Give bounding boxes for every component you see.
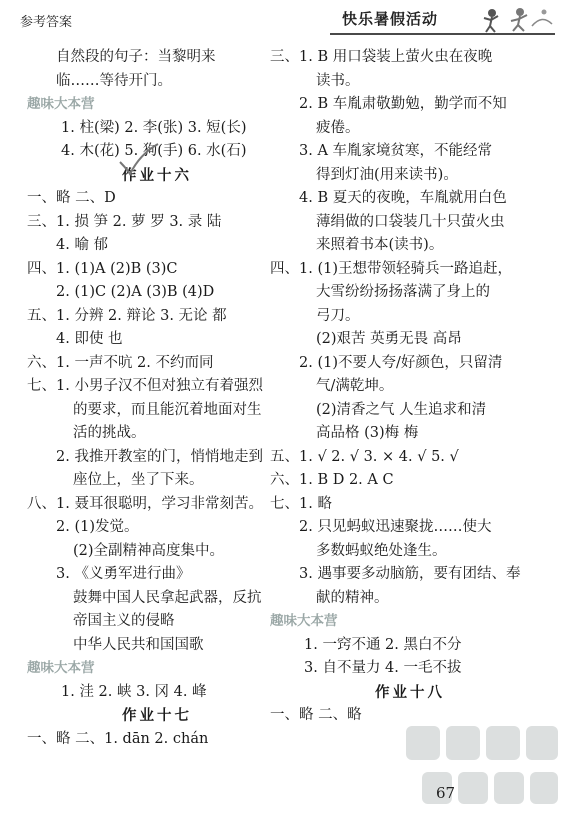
answer-line: 七、1. 略 <box>270 495 332 512</box>
answer-line: 一、略 二、1. dān 2. chán <box>27 730 209 747</box>
answer-line: 1. 洼 2. 峡 3. 冈 4. 峰 <box>61 683 207 700</box>
page-number: 67 <box>436 784 456 802</box>
answer-line: 多数蚂蚁绝处逢生。 <box>316 542 447 559</box>
answer-line: 大雪纷纷扬扬落满了身上的 <box>316 284 490 300</box>
tick-mark-icon <box>112 140 162 180</box>
answer-line: 1. 一窍不通 2. 黑白不分 <box>304 636 462 653</box>
answer-line: 一、略 二、略 <box>270 707 362 723</box>
answer-line: (2)清香之气 人生追求和清 <box>316 401 487 418</box>
answer-line: 五、1. 分辨 2. 辩论 3. 无论 都 <box>27 307 227 324</box>
answer-line: 八、1. 聂耳很聪明，学习非常刻苦。 <box>27 495 263 512</box>
answer-line: 七、1. 小男子汉不但对独立有着强烈 <box>27 378 263 394</box>
answer-line: 2. 只见蚂蚁迅速聚拢……使大 <box>299 519 492 535</box>
answer-line: 活的挑战。 <box>73 425 146 441</box>
answer-line: 4. B 夏天的夜晚，车胤就用白色 <box>299 190 507 206</box>
assignment-title: 作业十八 <box>375 683 445 701</box>
answer-line: 2. (1)不要人夸/好颜色，只留清 <box>299 354 503 371</box>
answer-line: 4. 木(花) 5. 狗(手) 6. 水(石) <box>61 143 247 159</box>
answer-line: 1. 柱(梁) 2. 李(张) 3. 短(长) <box>61 119 247 136</box>
answer-line: 的要求，而且能沉着地面对生 <box>73 401 262 418</box>
answer-line: 座位上，坐了下来。 <box>73 472 204 488</box>
section-heading: 趣味大本营 <box>270 613 338 629</box>
assignment-title: 作业十六 <box>122 166 192 184</box>
answer-line: 帝国主义的侵略 <box>73 613 175 629</box>
answer-line: 3. A 车胤家境贫寒，不能经常 <box>299 143 493 159</box>
answer-line: 来照着书本(读书)。 <box>316 237 444 253</box>
answer-line: 得到灯油(用来读书)。 <box>316 166 458 183</box>
answer-line: 薄绢做的口袋装几十只萤火虫 <box>316 213 505 230</box>
right-column <box>270 46 550 728</box>
assignment-title: 作业十七 <box>122 707 192 724</box>
answer-line: 自然段的句子：当黎明来 <box>56 49 216 65</box>
answer-line: 2. (1)发觉。 <box>56 519 139 535</box>
answer-line: 三、1. B 用口袋装上萤火虫在夜晚 <box>270 49 493 65</box>
answer-line: 临……等待开门。 <box>56 72 172 89</box>
answer-line: (2)全副精神高度集中。 <box>73 542 225 559</box>
header-banner <box>330 6 555 36</box>
answer-line: 鼓舞中国人民拿起武器，反抗 <box>73 589 262 606</box>
answer-line: 中华人民共和国国歌 <box>73 636 204 653</box>
page-header <box>0 0 565 38</box>
header-rule <box>330 33 555 35</box>
answer-line: 气/满乾坤。 <box>316 378 394 394</box>
answer-line: 六、1. 一声不吭 2. 不约而同 <box>27 354 214 371</box>
answer-line: 三、1. 损 笋 2. 萝 罗 3. 录 陆 <box>27 213 222 230</box>
answer-line: 一、略 二、D <box>27 190 116 206</box>
answer-line: 3. 自不量力 4. 一毛不拔 <box>304 660 462 676</box>
answer-line: 3. 《义勇军进行曲》 <box>56 566 191 582</box>
section-heading: 趣味大本营 <box>27 660 95 676</box>
answer-line: 四、1. (1)王想带领轻骑兵一路追赶， <box>270 260 512 277</box>
answer-line: (2)艰苦 英勇无畏 高昂 <box>316 331 462 347</box>
answer-line: 4. 即使 也 <box>56 331 123 347</box>
answer-line: 六、1. B D 2. A C <box>270 472 394 488</box>
answer-line: 4. 喻 郁 <box>56 237 109 253</box>
answer-line: 高品格 (3)梅 梅 <box>316 425 419 441</box>
answer-line: 五、1. √ 2. √ 3. × 4. √ 5. √ <box>270 448 459 465</box>
answer-line: 2. B 车胤肃敬勤勉，勤学而不知 <box>299 96 507 112</box>
answer-line: 读书。 <box>316 72 360 89</box>
header-title: 快乐暑假活动 <box>342 10 439 28</box>
answer-line: 四、1. (1)A (2)B (3)C <box>27 260 178 277</box>
answer-line: 2. (1)C (2)A (3)B (4)D <box>56 284 215 300</box>
answer-line: 2. 我推开教室的门，悄悄地走到 <box>56 448 263 465</box>
section-heading: 趣味大本营 <box>27 96 95 112</box>
children-playing-icon <box>480 6 555 34</box>
header-label: 参考答案 <box>20 15 73 30</box>
answer-line: 献的精神。 <box>316 589 389 606</box>
watermark-logo-icon <box>402 720 562 815</box>
answer-line: 3. 遇事要多动脑筋，要有团结、奉 <box>299 566 521 582</box>
answer-line: 弓刀。 <box>316 307 360 324</box>
answer-line: 疲倦。 <box>316 119 360 136</box>
